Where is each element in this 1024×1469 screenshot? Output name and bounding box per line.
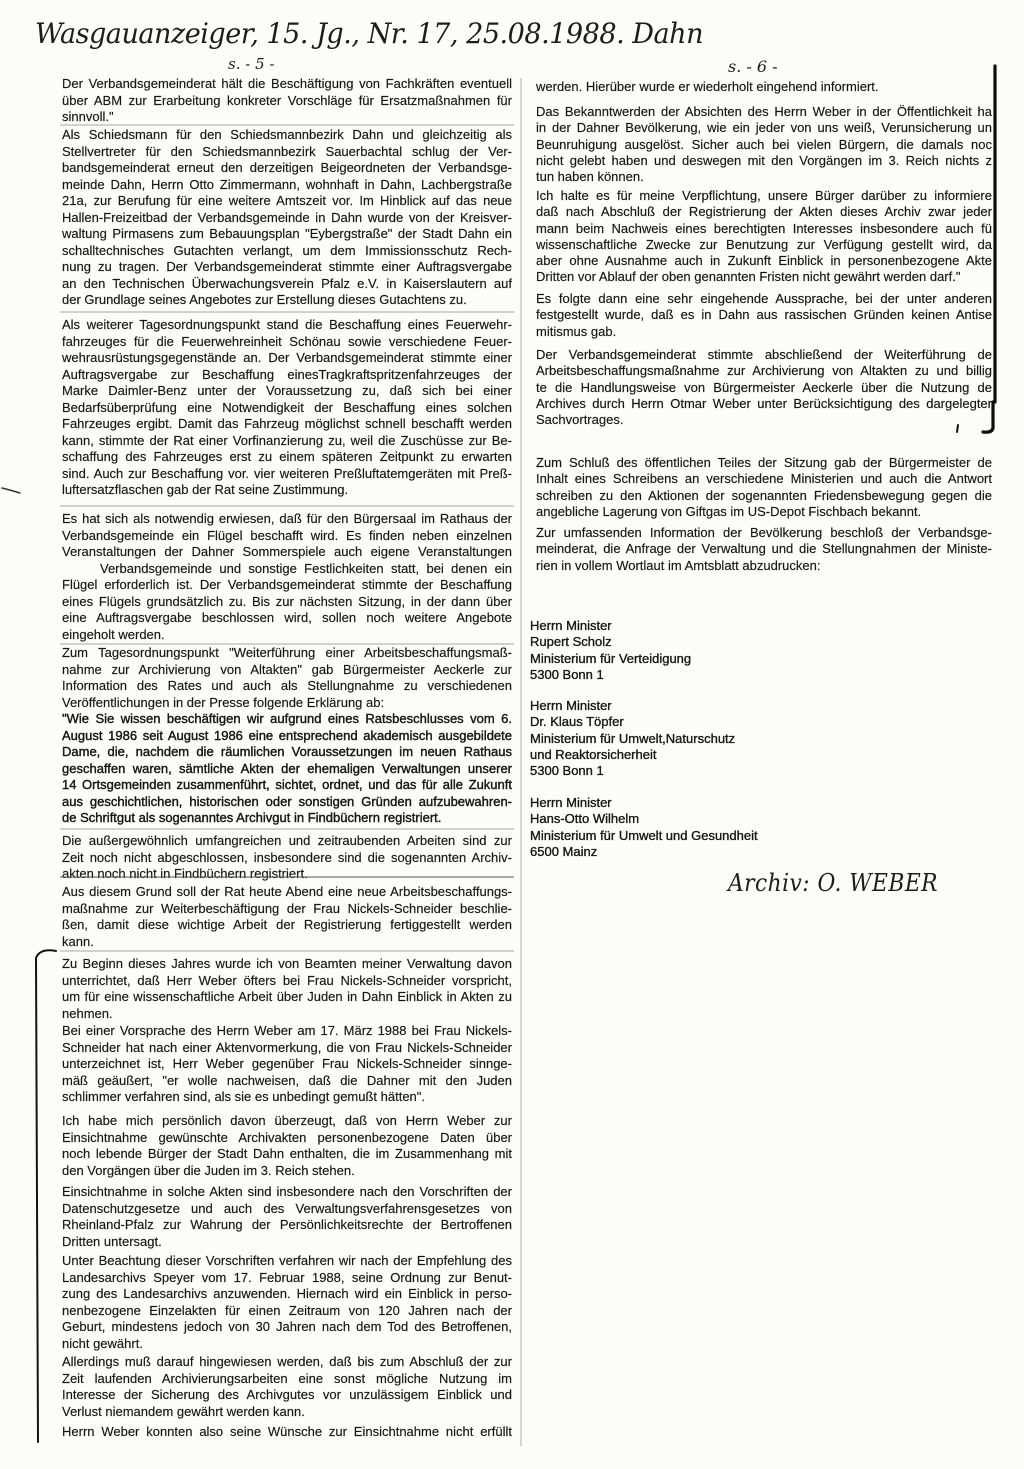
text-line — [62, 317, 512, 334]
text-line-content: nung zu tragen. Der Verbandsgemeinderat stimmte einer Auftragsvergabe — [62, 259, 512, 274]
text-line — [62, 350, 512, 367]
text-line-content: Aus diesem Grund soll der Rat heute Abend eine neue Arbeitsbeschaffungs- — [62, 884, 512, 899]
text-line — [62, 594, 512, 611]
text-line-content: meinderat, die Anfrage der Verwaltung und die Stellungnahmen der Ministe- — [536, 541, 992, 557]
text-line — [62, 226, 512, 243]
text-line-content: Der Verbandsgemeinderat hält die Beschäftigung von Fachkräften eventuell — [62, 76, 512, 91]
right-paragraph-1 — [536, 79, 992, 95]
text-line — [62, 645, 512, 662]
text-line-content: Hans-Otto Wilhelm — [530, 811, 640, 827]
text-line-content: fahrzeuges für die Feuerwehreinheit Schönau sowie verschiedene Feuer- — [62, 333, 512, 349]
text-line — [62, 1217, 512, 1234]
text-line — [62, 577, 512, 594]
left-paragraph-14 — [62, 1354, 512, 1420]
text-line — [62, 93, 512, 110]
text-line-content: den Vorgängen über die Juden im 3. Reich stehen. — [62, 1162, 355, 1178]
text-line-content: Es hat sich als notwendig erwiesen, daß für den Bürgersaal im Rathaus der — [62, 511, 512, 526]
right-paragraph-2 — [536, 104, 992, 185]
text-line — [62, 1234, 512, 1251]
text-line — [62, 956, 512, 973]
text-line-content: nenbezogene Einzelakten für einen Zeitraum von 120 Jahren nach der — [62, 1302, 512, 1318]
text-line — [536, 380, 992, 396]
text-line-content: eines Flügels grundsätzlich zu. Bis zur nächsten Sitzung, in der dann über — [62, 593, 512, 609]
address-block-2 — [530, 698, 830, 779]
text-line-content: nehmen. — [62, 1005, 113, 1021]
text-line-content: Ministerium für Umwelt,Naturschutz — [530, 730, 736, 746]
text-line — [530, 795, 830, 811]
text-line-content: Unter Beachtung dieser Vorschriften verfahren wir nach der Empfehlung des — [62, 1253, 512, 1268]
text-line — [530, 667, 830, 683]
text-line-content: Information des Rates und auch als Stellungnahme zu verschiedenen — [62, 678, 512, 693]
text-line-content: luftersatzflaschen gab der Rat seine Zustimmung. — [62, 482, 349, 497]
text-line — [536, 525, 992, 541]
text-line-content: Als weiterer Tagesordnungspunkt stand die Beschaffung eines Feuerwehr- — [62, 317, 512, 332]
text-line-content: Datenschutzgesetze und auch des Verwaltungsverfahrensgesetzes von — [62, 1200, 512, 1216]
text-line-content: der Grundlage seines Angebotes zur Erstellung dieses Gutachtens zu. — [62, 292, 467, 307]
text-line — [536, 396, 992, 412]
left-margin-pen-bracket — [36, 950, 56, 1442]
page-number-left: s. - 5 - — [228, 55, 275, 73]
text-line — [62, 127, 512, 144]
text-line-content: 6500 Mainz — [530, 843, 598, 859]
text-line — [530, 714, 830, 730]
text-line — [62, 1040, 512, 1057]
text-line-content: mäß geäußert, "er wolle nachweisen, daß die Dahner mit den Juden — [62, 1072, 512, 1088]
text-line — [536, 558, 992, 574]
text-line-content: de Schriftgut als sogenanntes Archivgut in Findbüchern registriert. — [62, 810, 442, 825]
text-line — [62, 1184, 512, 1201]
text-line — [536, 79, 992, 95]
text-line-content: Geburt, mindestens jedoch von 30 Jahren nach dem Tod des Betroffenen, — [62, 1319, 512, 1334]
text-line — [62, 1286, 512, 1303]
text-line-content: eine Auftragsvergabe beschlossen wird, sollen noch weitere Angebote — [62, 610, 512, 625]
text-line-content: August 1986 seit August 1986 eine entsprechend akademisch ausgebildete — [62, 727, 512, 743]
text-line-content: Ich habe mich persönlich davon überzeugt, daß von Herrn Weber zur — [62, 1113, 512, 1128]
text-line-content: mitismus gab. — [536, 323, 617, 339]
text-line — [62, 761, 512, 778]
text-line — [62, 528, 512, 545]
text-line — [536, 237, 992, 253]
text-line — [62, 973, 512, 990]
text-line-content: ßen, damit diese wichtige Arbeit der Registrierung fertiggestellt werden — [62, 917, 512, 932]
text-line-content: Auftragsvergabe zur Beschaffung einesTragkraftspritzenfahrzeuges der — [62, 366, 512, 382]
left-paragraph-15 — [62, 1424, 512, 1441]
text-line-content: Dritten untersagt. — [62, 1233, 162, 1249]
text-line-content: eingeholt werden. — [62, 626, 165, 642]
text-line — [62, 1270, 512, 1287]
right-paragraph-6 — [536, 455, 992, 520]
text-line — [62, 662, 512, 679]
text-line-content: Arbeitsbeschaffungsmaßnahme zur Archivierung von Altakten zu und billig — [536, 363, 992, 379]
left-paragraph-10 — [62, 1023, 512, 1106]
text-line-content: angebliche Lagerung von Giftgas im US-Depot Fischbach bekannt. — [536, 503, 922, 519]
text-line — [62, 1303, 512, 1320]
text-line — [536, 204, 992, 220]
left-paragraph-9 — [62, 956, 512, 1022]
text-line-content: maßnahme zur Weiterbeschäftigung der Frau Nickels-Schneider beschlie- — [62, 900, 512, 916]
text-line — [62, 901, 512, 918]
text-line-content: sinnvoll." — [62, 109, 114, 124]
text-line-content: kann, stimmte der Rat einer Vorfinanzierung zu, weil die Zuschüsse zur Be- — [62, 432, 512, 448]
text-line-content: unterzeichnet ist, Herr Weber gegenüber Frau Nickels-Schneider sinnge- — [62, 1056, 512, 1071]
text-line-content: Einsichtnahme gewünschte Archivakten personenbezogene Daten über — [62, 1129, 512, 1145]
text-line — [536, 455, 992, 471]
text-line — [62, 884, 512, 901]
text-line-content: festgestellt wurde, daß es in Dahn aus rassischen Gründen keinen Antise — [536, 307, 992, 323]
text-line — [62, 511, 512, 528]
text-line-content: rien in vollem Wortlaut im Amtsblatt abzudrucken: — [536, 557, 821, 573]
text-line-content: Als Schiedsmann für den Schiedsmannbezirk Dahn und gleichzeitig als — [62, 127, 512, 142]
text-line — [62, 678, 512, 695]
text-line — [62, 1023, 512, 1040]
text-line — [62, 917, 512, 934]
handwritten-source-note — [35, 14, 703, 54]
text-line-content: daß nach Abschluß der Registrierung der Akten dieses Archiv zwar jeder — [536, 204, 992, 220]
text-line-content: Archives durch Herrn Otmar Weber unter Berücksichtigung des dargelegter — [536, 395, 992, 411]
address-block-1 — [530, 618, 830, 683]
text-line — [62, 292, 512, 309]
text-line-content: Schneider hat nach einer Aktenvormerkung, die von Frau Nickels-Schneider — [62, 1039, 512, 1055]
text-line-content: Herrn Minister — [530, 698, 612, 713]
page-number-right: s. - 6 - — [728, 57, 778, 76]
text-line-content: in der Dahner Bevölkerung, wie ein jeder von uns weiß, Verunsicherung un — [536, 120, 992, 136]
text-line — [62, 76, 512, 93]
text-line — [62, 610, 512, 627]
text-line — [62, 850, 512, 867]
text-line — [62, 177, 512, 194]
text-line — [62, 544, 512, 561]
text-line — [536, 104, 992, 120]
text-line — [536, 137, 992, 153]
text-line — [62, 989, 512, 1006]
left-paragraph-12 — [62, 1184, 512, 1250]
text-line-content: Herrn Minister — [530, 618, 612, 633]
text-line-content: und Reaktorsicherheit — [530, 746, 657, 762]
text-line-content: Rheinland-Pfalz zur Wahrung der Persönlichkeitsrechte der Bertroffenen — [62, 1217, 512, 1232]
text-line — [536, 541, 992, 557]
text-line — [62, 367, 512, 384]
left-paragraph-8 — [62, 884, 512, 950]
text-line-content: Die außergewöhnlich umfangreichen und zeitraubenden Arbeiten sind zur — [62, 833, 512, 848]
right-paragraph-5 — [536, 347, 992, 428]
text-line — [62, 383, 512, 400]
text-line-content: Beunruhigung ausgelöst. Sicher auch bei vielen Bürgern, die damals noc — [536, 136, 992, 152]
text-line-content: Zu Beginn dieses Jahres wurde ich von Beamten meiner Verwaltung davon — [62, 956, 512, 971]
text-line-content: Zum Schluß des öffentlichen Teiles der Sitzung gab der Bürgermeister de — [536, 455, 992, 470]
text-line-content: Das Bekanntwerden der Absichten des Herrn Weber in der Öffentlichkeit ha — [536, 104, 992, 119]
text-line — [62, 777, 512, 794]
text-line — [536, 412, 992, 428]
text-line — [536, 307, 992, 323]
text-line-content: Dritten vor Ablauf der oben genannten Fristen nicht gewährt werden darf." — [536, 269, 961, 285]
text-line-content: wissenschaftliche Zwecke zur Benutzung zur Verfügung gestellt wird, da — [536, 236, 992, 252]
text-line-content: geschaffen waren, sämtliche Akten der ehemaligen Verwaltungen unserer — [62, 760, 512, 776]
text-line-content: Zur umfassenden Information der Bevölkerung beschloß der Verbandsge- — [536, 525, 992, 540]
text-line-content: Zeit noch nicht abgeschlossen, insbesondere sind die sogenannten Archiv- — [62, 849, 512, 865]
text-line-content: 21a, zur Berufung für eine weitere Amtszeit vor. Im Hinblick auf das neue — [62, 193, 512, 208]
text-line — [536, 188, 992, 204]
right-paragraph-4 — [536, 291, 992, 340]
text-line — [530, 763, 830, 779]
text-line-content: bandsgemeinderat erneut den derzeitigen Beigeordneten der Verbandsge- — [62, 160, 512, 175]
address-block-3 — [530, 795, 830, 860]
text-line — [62, 449, 512, 466]
text-line — [62, 1146, 512, 1163]
text-line — [62, 561, 512, 578]
text-line-content: noch lebende Bürger der Stadt Dahn enthalten, die im Zusammenhang mit — [62, 1146, 512, 1161]
text-line-content: Flügel erforderlich ist. Der Verbandsgemeinderat stimmte der Beschaffung — [62, 577, 512, 592]
text-line-content: Landesarchivs Speyer vom 17. Februar 1988, seine Ordnung zur Benut- — [62, 1269, 512, 1285]
text-line-content: mann beim Nachweis eines berechtigten Interesses insbesondere auch fü — [536, 220, 992, 236]
text-line — [530, 747, 830, 763]
text-line — [62, 1113, 512, 1130]
text-line-content: über ABM zur Erarbeitung konkreter Vorschläge für Ersatzmaßnahmen für — [62, 92, 512, 108]
text-line — [62, 810, 512, 827]
text-line — [62, 1354, 512, 1371]
text-line-content: schalltechnisches Gutachten verlangt, um dem Immissionsschutz Rech- — [62, 242, 512, 258]
text-line — [536, 363, 992, 379]
text-line — [62, 744, 512, 761]
text-line — [62, 695, 512, 712]
text-line — [62, 1253, 512, 1270]
text-line-content: wehrausrüstungsgegenstände an. Der Verbandsgemeinderat stimmte einer — [62, 350, 512, 365]
text-line-content: aber ohne Ausnahme auch in Zukunft Einblick in personenbezogene Akte — [536, 253, 992, 269]
text-line-content: Bedarfsüberprüfung eine Notwendigkeit der Beschaffung eines solchen — [62, 399, 512, 415]
text-line — [62, 1319, 512, 1336]
text-line — [62, 416, 512, 433]
text-line — [62, 210, 512, 227]
text-line-content: Herrn Minister — [530, 795, 612, 810]
text-line-content: Dame, die, nachdem die räumlichen Voraussetzungen im neuen Rathaus — [62, 744, 512, 759]
text-line — [62, 144, 512, 161]
text-line — [62, 866, 512, 883]
text-line — [62, 160, 512, 177]
text-line-content: 5300 Bonn 1 — [530, 763, 604, 779]
text-line — [530, 698, 830, 714]
text-line-content: Zum Tagesordnungspunkt "Weiterführung einer Arbeitsbeschaffungsmaß- — [62, 645, 512, 660]
text-line — [530, 811, 830, 827]
text-line — [62, 1336, 512, 1353]
text-line — [62, 1073, 512, 1090]
text-line-content: Fahrzeuges ergibt. Damit das Fahrzeug möglichst schnell beschafft werden — [62, 416, 512, 431]
text-line-content: Stellvertreter für den Schiedsmannbezirk Sauerbachtal schlug der Ver- — [62, 143, 512, 159]
text-line-content: aus geschichtlichen, historischen oder sonstigen Gründen aufzubewahren- — [62, 793, 512, 809]
text-line — [536, 153, 992, 169]
text-line-content: meinde Dahn, Herrn Otto Zimmermann, wohnhaft in Dahn, Lachbergstraße — [62, 176, 512, 192]
text-line-content: Es folgte dann eine sehr eingehende Aussprache, bei der unter anderen — [536, 291, 992, 306]
text-line — [62, 109, 512, 126]
text-line-content: Ministerium für Umwelt und Gesundheit — [530, 827, 758, 843]
text-line — [62, 711, 512, 728]
text-line — [62, 482, 512, 499]
text-line — [62, 400, 512, 417]
text-line-content: sind. Auch zur Beschaffung vor. vier weiteren Preßluftatemgeräten mit Preß- — [62, 465, 512, 481]
text-line — [62, 1424, 512, 1441]
text-line — [530, 731, 830, 747]
text-line — [536, 488, 992, 504]
text-line — [530, 844, 830, 860]
text-line-content: werden. Hierüber wurde er wiederholt eingehend informiert. — [536, 79, 879, 94]
text-line-content: nicht gelebt haben und deswegen mit den Vorgängen im 3. Reich nichts z — [536, 152, 992, 168]
text-line-content: Veröffentlichungen in der Presse folgende Erklärung ab: — [62, 694, 385, 710]
text-line — [62, 1201, 512, 1218]
text-line-content: Der Verbandsgemeinderat stimmte abschließend der Weiterführung de — [536, 347, 992, 362]
text-line-content: Hallen-Freizeitbad der Verbandsgemeinde in Dahn wurde von der Kreisver- — [62, 209, 512, 225]
text-line — [530, 651, 830, 667]
text-line — [536, 504, 992, 520]
text-line — [62, 1006, 512, 1023]
text-line — [62, 728, 512, 745]
text-line — [62, 934, 512, 951]
left-paragraph-1 — [62, 76, 512, 126]
text-line-content: 5300 Bonn 1 — [530, 666, 604, 682]
text-line — [536, 120, 992, 136]
text-line-content: Dr. Klaus Töpfer — [530, 714, 624, 730]
text-line-content: Allerdings muß darauf hingewiesen werden, daß bis zum Abschluß der zur — [62, 1354, 512, 1369]
left-paragraph-2 — [62, 127, 512, 309]
text-line-content: Verbandsgemeinde und sonstige Festlichkeiten statt, bei denen ein — [100, 560, 512, 576]
text-line — [62, 1163, 512, 1180]
text-line — [62, 1371, 512, 1388]
text-line — [530, 618, 830, 634]
text-line — [62, 276, 512, 293]
text-line-content: schreiben zu den Aktionen der sogenannten Friedensbewegung gegen die — [536, 487, 992, 503]
text-line-content: Ich halte es für meine Verpflichtung, unsere Bürger darüber zu informiere — [536, 188, 992, 203]
text-line-content: um für eine wissenschaftliche Arbeit über Juden in Dahn Einblick in Akten zu — [62, 989, 512, 1004]
text-line-content: nicht gewährt. — [62, 1335, 143, 1351]
text-line — [62, 627, 512, 644]
text-line-content: 14 Ortsgemeinden zusammenführt, sichtet, ordnet, und das für alle Zukunft — [62, 777, 512, 792]
left-paragraph-7 — [62, 833, 512, 883]
text-line-content: Marke Daimler-Benz unter der Voraussetzung zu, daß sich bei einer — [62, 383, 512, 398]
text-line-content: Sachvortrages. — [536, 412, 624, 428]
handwritten-archive-note — [728, 866, 938, 900]
text-line — [62, 1387, 512, 1404]
text-line-content: unterrichtet, daß Herr Weber öfters bei Frau Nickels-Schneider vorspricht, — [62, 972, 512, 988]
text-line-content: Interesse der Sicherung des Archivgutes vor unzulässigem Einblick und — [62, 1387, 512, 1402]
text-line-content: Einsichtnahme in solche Akten sind insbesondere nach den Vorschriften der — [62, 1184, 512, 1199]
text-line — [62, 833, 512, 850]
text-line — [536, 253, 992, 269]
text-line — [62, 1056, 512, 1073]
right-paragraph-7 — [536, 525, 992, 574]
text-line-content: Inhalt eines Schreibens an verschiedene Ministerien und auch die Antwort — [536, 471, 992, 487]
text-line — [530, 828, 830, 844]
text-line-content: Zeit laufenden Archivierungsarbeiten eine sonst mögliche Nutzung im — [62, 1370, 512, 1386]
text-line — [536, 269, 992, 285]
text-line — [62, 1404, 512, 1421]
text-line — [62, 1130, 512, 1147]
text-line — [536, 471, 992, 487]
left-paragraph-3 — [62, 317, 512, 499]
text-line-content: Rupert Scholz — [530, 634, 612, 650]
text-line-content: Bei einer Vorsprache des Herrn Weber am 17. März 1988 bei Frau Nickels- — [62, 1023, 512, 1038]
text-line — [536, 291, 992, 307]
text-line — [536, 169, 992, 185]
text-line-content: Veranstaltungen der Dahner Sommerspiele auch eigene Veranstaltungen — [62, 544, 512, 559]
text-line — [62, 794, 512, 811]
text-line-content: schlimmer verfahren sind, als sie es unbedingt gemußt hätten". — [62, 1089, 426, 1104]
right-paragraph-3 — [536, 188, 992, 286]
text-line-content: nahme zur Archivierung von Altakten" gab Bürgermeister Aeckerle zur — [62, 661, 512, 677]
text-line — [536, 347, 992, 363]
text-line-content: Verbandsgemeinde ein Flügel beschafft wird. Es finden neben einzelnen — [62, 527, 512, 543]
text-line-content: schaffung des Fahrzeuges erst zu einem späteren Zeitpunkt zu erwarten — [62, 449, 512, 464]
text-line-content: tun haben können. — [536, 169, 644, 185]
handwritten-source-text: Wasgauanzeiger, 15. Jg., Nr. 17, 25.08.1988. Dahn — [35, 17, 703, 50]
text-line-content: Verlust niemandem gewährt werden kann. — [62, 1403, 305, 1419]
left-paragraph-5 — [62, 645, 512, 711]
text-line-content: an den Technischen Überwachungsverein Pfalz e.V. in Kaiserslautern auf — [62, 275, 512, 291]
text-line-content: "Wie Sie wissen beschäftigen wir aufgrund eines Ratsbeschlusses vom 6. — [62, 711, 512, 726]
handwritten-archive-text: Archiv: O. WEBER — [728, 869, 938, 897]
text-line — [62, 243, 512, 260]
text-line — [62, 1089, 512, 1106]
left-edge-pen-dash — [2, 488, 20, 493]
text-line — [536, 324, 992, 340]
text-line-content: akten noch nicht in Findbüchern registriert. — [62, 866, 308, 881]
left-paragraph-4 — [62, 511, 512, 643]
left-paragraph-11 — [62, 1113, 512, 1179]
text-line-content: zung des Landesarchivs anzuwenden. Hiernach wird ein Einblick in perso- — [62, 1286, 512, 1301]
text-line — [536, 221, 992, 237]
text-line — [62, 466, 512, 483]
text-line-content: Ministerium für Verteidigung — [530, 650, 692, 666]
text-line-content: Herrn Weber konnten also seine Wünsche zur Einsichtnahme nicht erfüllt — [62, 1424, 512, 1439]
text-line-content: kann. — [62, 933, 94, 949]
text-line — [62, 334, 512, 351]
text-line-content: te die Handlungsweise von Bürgermeister Aeckerle über die Nutzung de — [536, 379, 992, 395]
left-paragraph-6 — [62, 711, 512, 827]
text-line — [62, 259, 512, 276]
text-line — [530, 634, 830, 650]
text-line — [62, 193, 512, 210]
text-line-content: waltung Pirmasens zum Bebauungsplan "Eybergstraße" der Stadt Dahn ein — [62, 226, 512, 241]
text-line — [62, 433, 512, 450]
left-paragraph-13 — [62, 1253, 512, 1352]
